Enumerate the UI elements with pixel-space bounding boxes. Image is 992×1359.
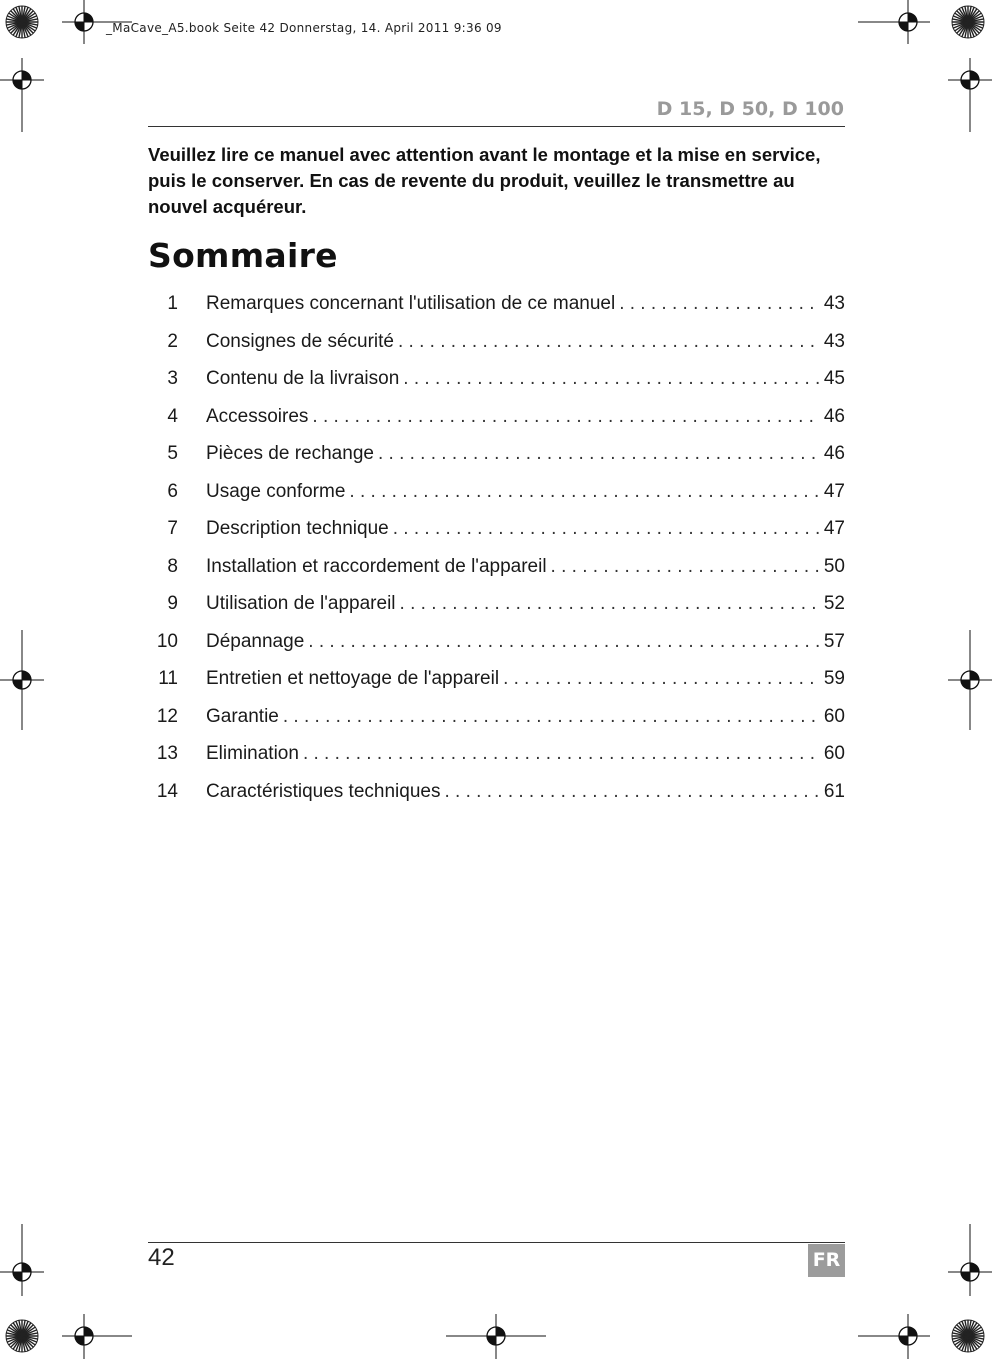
toc-dot-leader	[403, 360, 820, 398]
toc-dot-leader	[303, 735, 820, 773]
toc-entry-title: Description technique	[206, 518, 389, 539]
color-target	[6, 6, 38, 38]
toc-entry-number: 10	[156, 630, 178, 652]
toc-entry[interactable]	[148, 660, 845, 698]
toc-entry[interactable]	[148, 623, 845, 661]
color-target	[952, 1320, 984, 1352]
footer-rule	[148, 1242, 845, 1243]
toc-entry[interactable]	[148, 585, 845, 623]
toc-entry-title: Entretien et nettoyage de l'appareil	[206, 668, 500, 689]
language-badge: FR	[808, 1244, 845, 1277]
toc-entry-title: Pièces de rechange	[206, 443, 374, 464]
toc-entry-page: 50	[823, 555, 845, 577]
toc-entry-number: 9	[167, 593, 178, 614]
toc-entry-number: 14	[156, 780, 178, 802]
toc-dot-leader	[400, 585, 820, 623]
toc-entry-title: Garantie	[206, 705, 279, 727]
registration-mark	[75, 13, 93, 31]
toc-entry-number: 2	[167, 330, 178, 352]
toc-entry-title: Accessoires	[206, 405, 309, 427]
toc-entry-number: 13	[156, 743, 178, 764]
registration-mark	[13, 71, 31, 89]
toc-dot-leader	[444, 773, 819, 811]
registration-mark	[899, 1327, 917, 1345]
toc-dot-leader	[283, 698, 820, 736]
toc-entry[interactable]	[148, 773, 845, 811]
header-rule	[148, 126, 845, 127]
toc-entry-number: 4	[167, 405, 178, 427]
toc-entry[interactable]	[148, 510, 845, 548]
toc-entry-page: 59	[823, 668, 845, 689]
toc-entry-title: Elimination	[206, 743, 299, 764]
toc-entry-title: Contenu de la livraison	[206, 368, 400, 389]
toc-dot-leader	[551, 548, 820, 586]
toc-entry-page: 45	[823, 368, 845, 389]
toc-entry[interactable]	[148, 698, 845, 736]
toc-entry-page: 46	[823, 405, 845, 427]
registration-mark	[961, 671, 979, 689]
toc-entry-number: 7	[167, 518, 178, 539]
toc-entry-page: 47	[823, 480, 845, 502]
toc-dot-leader	[349, 473, 819, 511]
toc-entry[interactable]	[148, 735, 845, 773]
running-header: D 15, D 50, D 100	[656, 98, 844, 120]
toc-entry-title: Dépannage	[206, 630, 305, 652]
toc-entry-page: 60	[823, 705, 845, 727]
page-title: Sommaire	[148, 236, 338, 275]
toc-dot-leader	[308, 623, 820, 661]
toc-dot-leader	[619, 285, 820, 323]
toc-entry-page: 47	[823, 518, 845, 539]
toc-entry-page: 57	[823, 630, 845, 652]
toc-entry[interactable]	[148, 435, 845, 473]
toc-entry-title: Utilisation de l'appareil	[206, 593, 396, 614]
print-slug: _MaCave_A5.book Seite 42 Donnerstag, 14. April 2011 9:36 09	[106, 21, 502, 35]
toc-entry[interactable]	[148, 360, 845, 398]
toc-dot-leader	[312, 398, 819, 436]
toc-entry-page: 60	[823, 743, 845, 764]
toc-entry-page: 43	[823, 293, 845, 314]
registration-mark	[899, 13, 917, 31]
table-of-contents	[148, 285, 845, 810]
toc-entry-number: 5	[167, 443, 178, 464]
toc-dot-leader	[398, 323, 820, 361]
toc-entry-title: Caractéristiques techniques	[206, 780, 441, 802]
toc-entry-number: 6	[167, 480, 178, 502]
toc-entry-title: Remarques concernant l'utilisation de ce manuel	[206, 293, 616, 314]
page-number: 42	[148, 1244, 175, 1271]
color-target	[6, 1320, 38, 1352]
toc-entry-title: Consignes de sécurité	[206, 330, 394, 352]
intro-paragraph: Veuillez lire ce manuel avec attention avant le montage et la mise en service, puis le conserver. En cas de revente du produit, veuillez le transmettre au nouvel acquéreur.	[148, 144, 821, 217]
toc-entry[interactable]	[148, 398, 845, 436]
registration-mark	[487, 1327, 505, 1345]
toc-entry-number: 11	[158, 668, 178, 689]
registration-mark	[13, 1263, 31, 1281]
registration-mark	[75, 1327, 93, 1345]
registration-mark	[961, 1263, 979, 1281]
toc-entry-title: Usage conforme	[206, 480, 346, 502]
toc-entry[interactable]	[148, 285, 845, 323]
toc-entry-number: 12	[156, 705, 178, 727]
toc-entry-page: 46	[823, 443, 845, 464]
toc-entry-page: 52	[823, 593, 845, 614]
toc-entry[interactable]	[148, 323, 845, 361]
toc-entry-number: 8	[167, 555, 178, 577]
registration-mark	[961, 71, 979, 89]
color-target	[952, 6, 984, 38]
toc-entry-page: 43	[823, 330, 845, 352]
toc-entry-page: 61	[823, 780, 845, 802]
toc-dot-leader	[503, 660, 820, 698]
toc-entry[interactable]	[148, 473, 845, 511]
registration-mark	[13, 671, 31, 689]
toc-entry[interactable]	[148, 548, 845, 586]
toc-dot-leader	[393, 510, 820, 548]
toc-dot-leader	[378, 435, 820, 473]
toc-entry-title: Installation et raccordement de l'appareil	[206, 555, 547, 577]
toc-entry-number: 3	[167, 368, 178, 389]
toc-entry-number: 1	[167, 293, 178, 314]
